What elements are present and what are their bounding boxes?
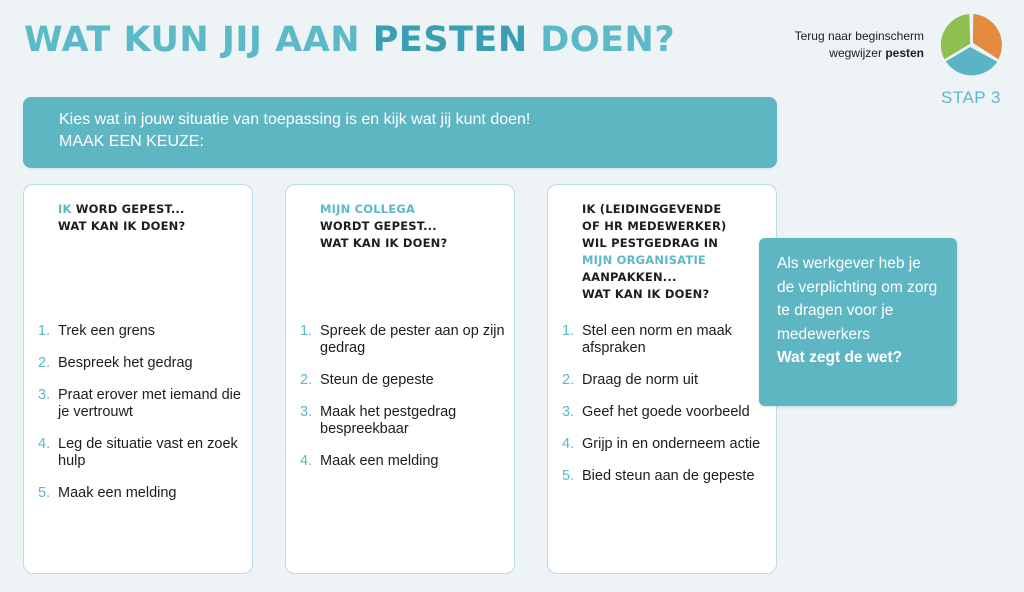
step-item[interactable] bbox=[562, 323, 767, 357]
step-item[interactable] bbox=[300, 453, 505, 470]
step-item[interactable] bbox=[562, 404, 767, 421]
heading-accent: MIJN ORGANISATIE bbox=[582, 253, 706, 267]
step-item[interactable] bbox=[300, 404, 505, 438]
step-text: Trek een grens bbox=[58, 323, 155, 339]
card-heading-line bbox=[582, 286, 762, 303]
legal-info-box[interactable] bbox=[759, 238, 957, 406]
heading-text: WAT KAN IK DOEN? bbox=[582, 287, 710, 301]
title-part-3: DOEN? bbox=[527, 20, 676, 60]
heading-accent: MIJN COLLEGA bbox=[320, 202, 416, 216]
step-text: Maak een melding bbox=[58, 485, 177, 501]
step-number: 5. bbox=[38, 485, 51, 501]
step-number: 2. bbox=[38, 355, 51, 371]
card-ik-word-gepest[interactable] bbox=[23, 184, 253, 574]
heading-text: WAT KAN IK DOEN? bbox=[320, 236, 448, 250]
step-text: Bespreek het gedrag bbox=[58, 355, 193, 371]
instruction-banner bbox=[23, 97, 777, 168]
card-mijn-collega[interactable] bbox=[285, 184, 515, 574]
step-text: Steun de gepeste bbox=[320, 372, 434, 388]
heading-text: WORD GEPEST... bbox=[71, 202, 185, 216]
step-item[interactable] bbox=[300, 323, 505, 357]
step-number: 4. bbox=[300, 453, 313, 469]
step-item[interactable] bbox=[38, 355, 243, 372]
step-item[interactable] bbox=[562, 436, 767, 453]
steps-list bbox=[38, 323, 243, 517]
home-link-prefix: wegwijzer bbox=[829, 46, 886, 60]
card-heading bbox=[320, 201, 500, 252]
step-text: Draag de norm uit bbox=[582, 372, 699, 388]
card-heading-line bbox=[320, 201, 500, 218]
step-number: 2. bbox=[300, 372, 313, 388]
step-number: 1. bbox=[300, 323, 313, 339]
step-text: Spreek de pester aan op zijn gedrag bbox=[320, 323, 505, 356]
card-heading-line bbox=[582, 269, 762, 286]
banner-line2: MAAK EEN KEUZE: bbox=[59, 133, 204, 150]
step-text: Maak een melding bbox=[320, 453, 439, 469]
card-heading bbox=[58, 201, 238, 235]
step-number: 5. bbox=[562, 468, 575, 484]
step-text: Maak het pestgedrag bespreekbaar bbox=[320, 404, 457, 437]
step-number: 3. bbox=[38, 387, 51, 403]
step-item[interactable] bbox=[562, 468, 767, 485]
heading-text: WORDT GEPEST... bbox=[320, 219, 437, 233]
heading-text: WAT KAN IK DOEN? bbox=[58, 219, 186, 233]
step-number: 1. bbox=[562, 323, 575, 339]
step-item[interactable] bbox=[562, 372, 767, 389]
step-text: Stel een norm en maak afspraken bbox=[582, 323, 732, 356]
step-text: Leg de situatie vast en zoek hulp bbox=[58, 436, 238, 469]
heading-text: AANPAKKEN... bbox=[582, 270, 677, 284]
title-part-1: WAT KUN JIJ AAN bbox=[24, 20, 373, 60]
card-heading-line bbox=[582, 201, 762, 218]
back-to-home-link[interactable] bbox=[795, 28, 924, 62]
step-item[interactable] bbox=[38, 323, 243, 340]
home-link-line1: Terug naar beginscherm bbox=[794, 29, 924, 43]
card-heading-line bbox=[320, 218, 500, 235]
steps-list bbox=[562, 323, 767, 500]
heading-text: WIL PESTGEDRAG IN bbox=[582, 236, 719, 250]
info-link[interactable]: Wat zegt de wet? bbox=[777, 349, 903, 366]
heading-text: OF HR MEDEWERKER) bbox=[582, 219, 727, 233]
step-text: Geef het goede voorbeeld bbox=[582, 404, 750, 420]
card-heading-line bbox=[320, 235, 500, 252]
heading-accent: IK bbox=[58, 202, 72, 216]
step-text: Bied steun aan de gepeste bbox=[582, 468, 755, 484]
step-item[interactable] bbox=[38, 387, 243, 421]
card-leidinggevende[interactable] bbox=[547, 184, 777, 574]
page-title bbox=[24, 20, 675, 60]
step-text: Praat erover met iemand die je vertrouwt bbox=[58, 387, 241, 420]
info-text: Als werkgever heb je de verplichting om zorg te dragen voor je medewerkers bbox=[777, 255, 938, 343]
home-link-bold: pesten bbox=[885, 46, 924, 60]
step-label: STAP 3 bbox=[941, 88, 1002, 107]
step-number: 4. bbox=[38, 436, 51, 452]
card-heading bbox=[582, 201, 762, 303]
step-number: 3. bbox=[562, 404, 575, 420]
card-heading-line bbox=[58, 201, 238, 218]
card-heading-line bbox=[582, 235, 762, 252]
step-number: 2. bbox=[562, 372, 575, 388]
steps-list bbox=[300, 323, 505, 485]
card-heading-line bbox=[582, 252, 762, 269]
step-text: Grijp in en onderneem actie bbox=[582, 436, 761, 452]
step-number: 4. bbox=[562, 436, 575, 452]
step-item[interactable] bbox=[38, 436, 243, 470]
step-number: 1. bbox=[38, 323, 51, 339]
step-item[interactable] bbox=[38, 485, 243, 502]
home-link-line2 bbox=[795, 45, 924, 62]
banner-line1: Kies wat in jouw situatie van toepassing is en kijk wat jij kunt doen! bbox=[59, 111, 531, 128]
card-heading-line bbox=[582, 218, 762, 235]
step-item[interactable] bbox=[300, 372, 505, 389]
pie-logo-icon[interactable] bbox=[940, 13, 1004, 77]
heading-text: IK (LEIDINGGEVENDE bbox=[582, 202, 722, 216]
title-part-2: PESTEN bbox=[372, 20, 528, 60]
step-number: 3. bbox=[300, 404, 313, 420]
card-heading-line bbox=[58, 218, 238, 235]
